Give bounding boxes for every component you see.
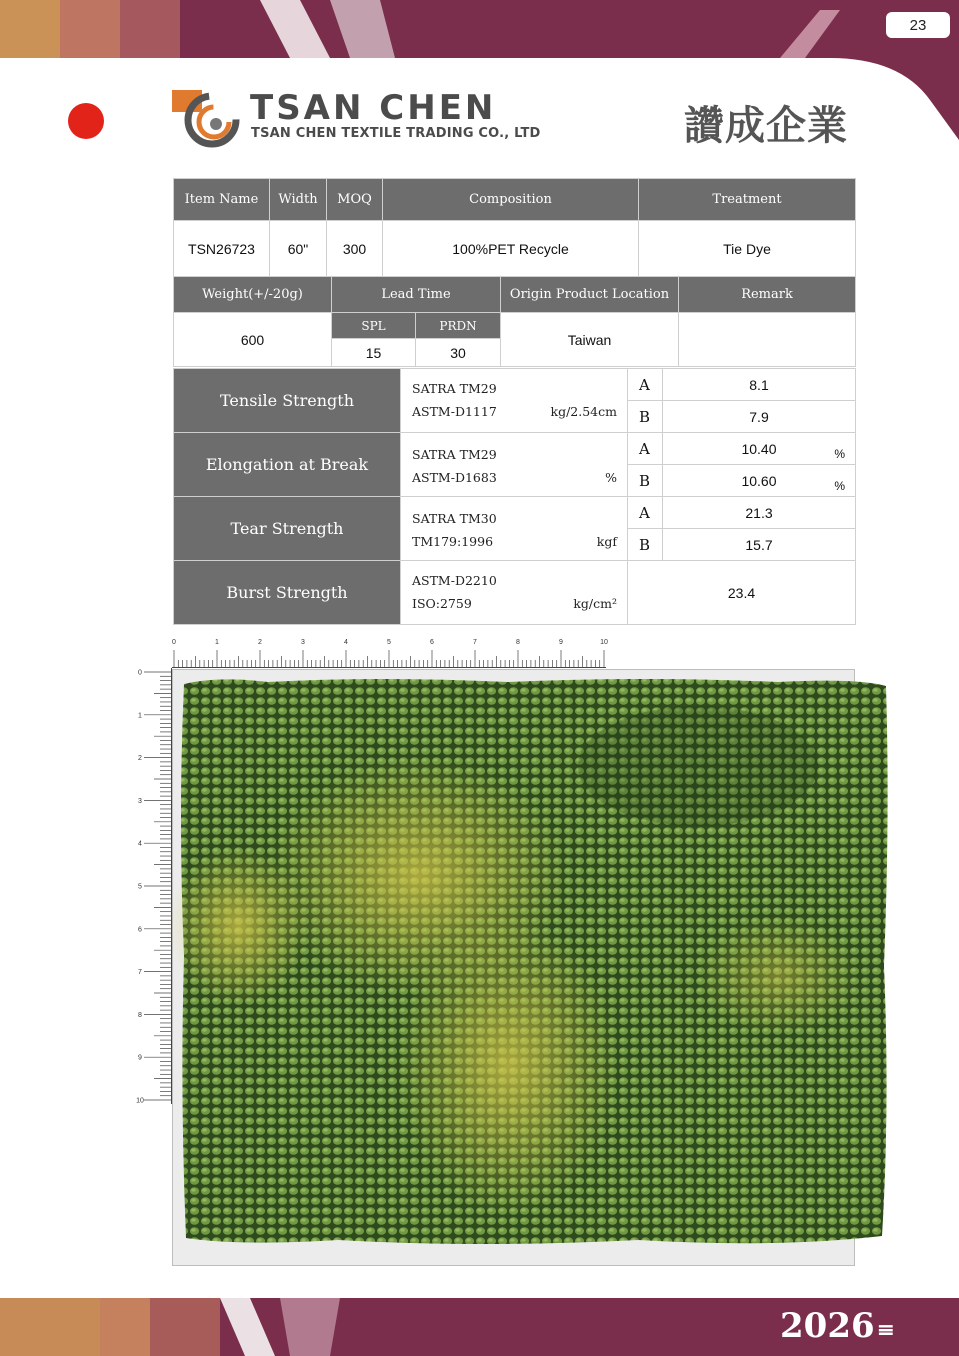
header-prdn: PRDN <box>416 313 501 339</box>
footer-year-text: 2026 <box>780 1306 875 1346</box>
header-spl: SPL <box>332 313 416 339</box>
label-b: B <box>628 401 663 433</box>
method-line-1: SATRA TM29 <box>412 381 497 396</box>
ruler-label: 6 <box>138 926 142 934</box>
brand-name: TSAN CHEN <box>250 88 497 128</box>
value-origin: Taiwan <box>501 313 679 367</box>
fabric-swatch-image <box>178 676 890 1248</box>
value-number: 10.60 <box>741 472 777 489</box>
ruler-label: 0 <box>138 669 142 677</box>
ruler-label: 10 <box>600 639 608 646</box>
header-composition: Composition <box>383 179 639 221</box>
value-number: 15.7 <box>745 536 773 553</box>
ruler-label: 7 <box>138 969 142 977</box>
ruler-label: 6 <box>430 639 434 646</box>
header-treatment: Treatment <box>639 179 856 221</box>
value-suffix: % <box>834 447 845 461</box>
ruler-label: 5 <box>387 639 391 646</box>
value-weight: 600 <box>174 313 332 367</box>
ruler-label: 3 <box>138 797 142 805</box>
method-line-1: SATRA TM30 <box>412 511 497 526</box>
test-method-burst <box>401 561 628 625</box>
test-name-tear: Tear Strength <box>174 497 401 561</box>
method-line-2: ISO:2759 <box>412 596 472 611</box>
label-b: B <box>628 529 663 561</box>
method-line-2: ASTM-D1117 <box>412 404 497 419</box>
value-treatment: Tie Dye <box>639 221 856 277</box>
ruler-label: 1 <box>138 712 142 720</box>
header-origin: Origin Product Location <box>501 277 679 313</box>
tsan-chen-logo-icon <box>172 88 238 146</box>
test-name-burst: Burst Strength <box>174 561 401 625</box>
ruler-label: 7 <box>473 639 477 646</box>
method-line-2: TM179:1996 <box>412 534 494 549</box>
ruler-label: 8 <box>516 639 520 646</box>
red-dot-marker <box>68 103 104 139</box>
test-name-tensile: Tensile Strength <box>174 369 401 433</box>
spec-table-1 <box>173 178 856 277</box>
value-number: 8.1 <box>749 376 769 393</box>
value-number: 7.9 <box>749 408 769 425</box>
label-a: A <box>628 497 663 529</box>
test-table <box>173 368 856 625</box>
ruler-label: 9 <box>138 1054 142 1062</box>
value-tensile-a <box>663 369 856 401</box>
value-number: 23.4 <box>727 584 756 601</box>
ruler-label: 2 <box>138 755 142 763</box>
header-remark: Remark <box>679 277 856 313</box>
value-elongation-b <box>663 465 856 497</box>
test-name-elongation: Elongation at Break <box>174 433 401 497</box>
value-tear-b <box>663 529 856 561</box>
value-item-name: TSN26723 <box>174 221 270 277</box>
value-spl: 15 <box>332 339 416 367</box>
method-unit: kg/cm² <box>573 596 617 611</box>
ruler-label: 5 <box>138 883 142 891</box>
test-method-elongation <box>401 433 628 497</box>
footer-year <box>780 1306 895 1346</box>
brand-chinese-name: 讚成企業 <box>684 103 848 149</box>
value-elongation-a <box>663 433 856 465</box>
value-suffix: % <box>834 479 845 493</box>
page-number: 23 <box>886 12 950 38</box>
method-line-1: SATRA TM29 <box>412 447 497 462</box>
value-tensile-b <box>663 401 856 433</box>
ruler-label: 9 <box>559 639 563 646</box>
value-prdn: 30 <box>416 339 501 367</box>
label-b: B <box>628 465 663 497</box>
ruler-label: 4 <box>138 840 142 848</box>
value-remark <box>679 313 856 367</box>
test-method-tear <box>401 497 628 561</box>
ruler-label: 0 <box>172 639 176 646</box>
ruler-label: 1 <box>215 639 219 646</box>
header-weight: Weight(+/-20g) <box>174 277 332 313</box>
ruler-label: 4 <box>344 639 348 646</box>
label-a: A <box>628 369 663 401</box>
brand-subtitle: TSAN CHEN TEXTILE TRADING CO., LTD <box>251 126 541 141</box>
ruler-label: 3 <box>301 639 305 646</box>
method-unit: % <box>605 470 617 485</box>
value-number: 21.3 <box>745 504 773 521</box>
test-method-tensile <box>401 369 628 433</box>
method-line-2: ASTM-D1683 <box>412 470 497 485</box>
ruler-label: 8 <box>138 1011 142 1019</box>
value-burst <box>628 561 856 625</box>
footer-mark: ≡ <box>876 1317 896 1343</box>
label-a: A <box>628 433 663 465</box>
header-moq: MOQ <box>327 179 383 221</box>
header-width: Width <box>270 179 327 221</box>
method-unit: kgf <box>596 534 617 549</box>
value-moq: 300 <box>327 221 383 277</box>
value-composition: 100%PET Recycle <box>383 221 639 277</box>
ruler-label: 2 <box>258 639 262 646</box>
ruler-left <box>132 668 172 1104</box>
ruler-label: 10 <box>136 1097 144 1105</box>
ruler-top <box>172 636 606 668</box>
method-line-1: ASTM-D2210 <box>412 573 497 588</box>
value-number: 10.40 <box>741 440 777 457</box>
spec-table-2 <box>173 276 856 367</box>
method-unit: kg/2.54cm <box>550 404 617 419</box>
value-tear-a <box>663 497 856 529</box>
value-width: 60" <box>270 221 327 277</box>
header-item-name: Item Name <box>174 179 270 221</box>
header-lead-time: Lead Time <box>332 277 501 313</box>
